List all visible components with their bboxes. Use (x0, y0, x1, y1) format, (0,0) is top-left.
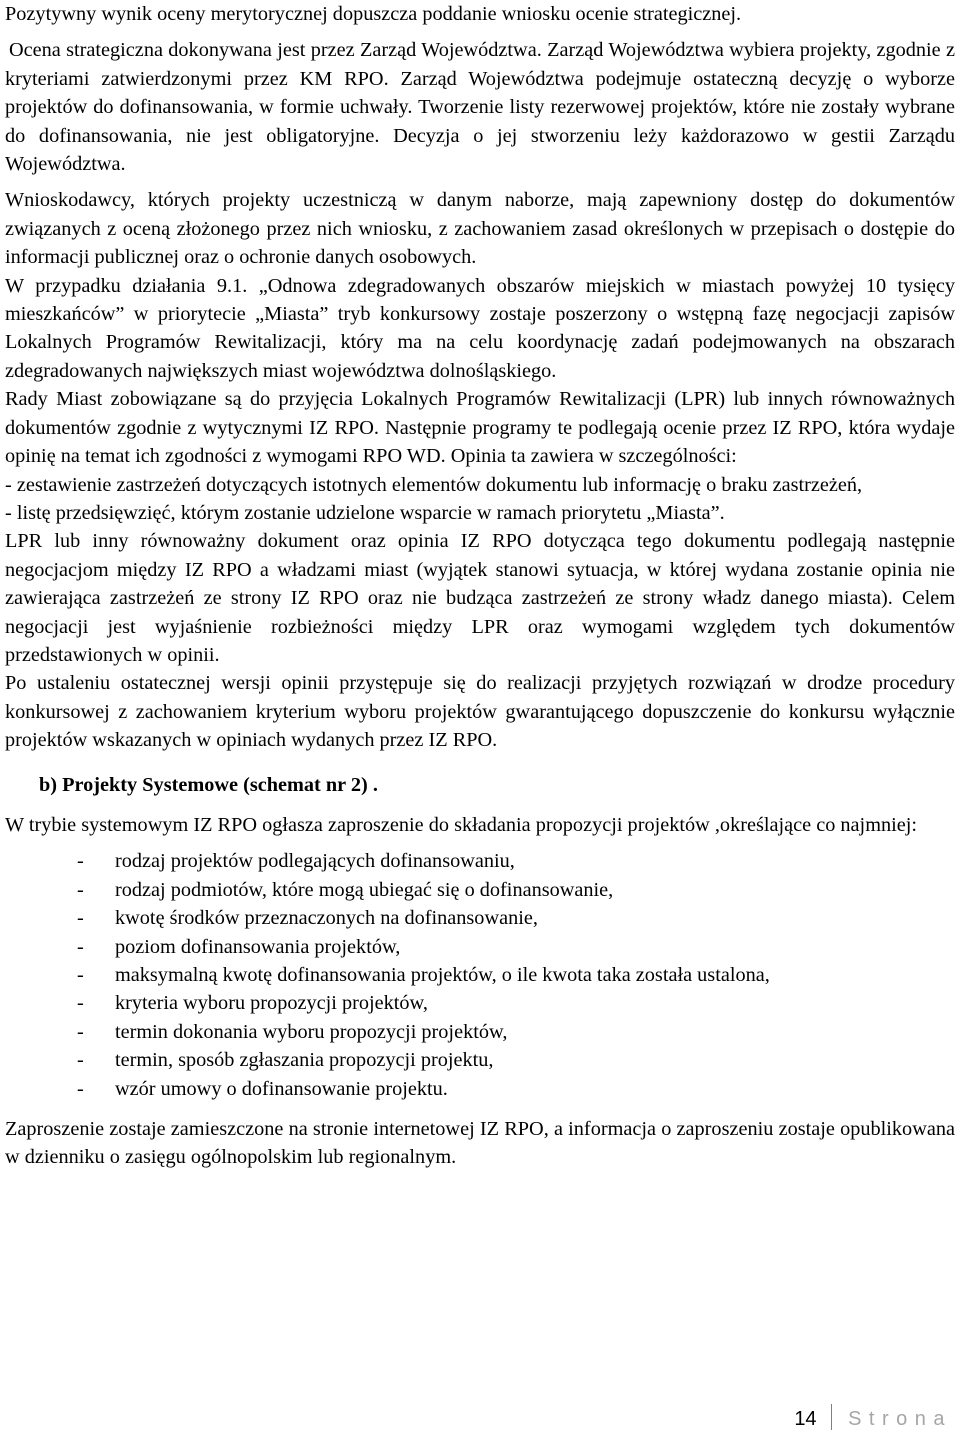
paragraph-applicant-access: Wnioskodawcy, których projekty uczestniczą w danym naborze, mają zapewniony dostęp do dokumentów związanych z oceną złożonego przez nich wniosku, z zachowaniem zasad określonych w przepisach o dostępie do informacji publicznej oraz o ochronie danych osobowych. (5, 189, 955, 269)
paragraph-strategic-assessment: Ocena strategiczna dokonywana jest przez Zarząd Województwa. Zarząd Województwa wybiera projekty, zgodnie z kryteriami zatwierdzonymi przez KM RPO. Zarząd Województwa podejmuje ostateczną decyzję o wyborze projektów do dofinansowania, w formie uchwały. Tworzenie listy rezerwowej projektów, które nie zostały wybrane do dofinansowania, nie jest obligatoryjne. Decyzja o jej stworzeniu leży każdorazowo w gestii Zarządu Województwa. (5, 39, 955, 176)
section-b-intro: W trybie systemowym IZ RPO ogłasza zaproszenie do składania propozycji projektów ,określające co najmniej: (5, 813, 918, 836)
section-b-list (77, 847, 955, 1103)
section-b-closing: Zaproszenie zostaje zamieszczone na stronie internetowej IZ RPO, a informacja o zaproszeniu zostaje opublikowana w dzienniku o zasięgu ogólnopolskim lub regionalnym. (5, 1118, 955, 1169)
page-footer (794, 1404, 952, 1433)
paragraph-city-councils: Rady Miast zobowiązane są do przyjęcia Lokalnych Programów Rewitalizacji (LPR) lub innych równoważnych dokumentów zgodnie z wytycznymi IZ RPO. Następnie programy te podlegają ocenie przez IZ RPO, która wydaje opinię na temat ich zgodności z wymogami RPO WD. Opinia ta zawiera w szczególności: (5, 388, 955, 468)
paragraph-merit-result: Pozytywny wynik oceny merytorycznej dopuszcza poddanie wniosku ocenie strategicznej. (5, 3, 742, 25)
list-dash: - (77, 1020, 84, 1043)
list-item: - kwotę środków przeznaczonych na dofinansowanie, (77, 904, 955, 932)
page-label: Strona (848, 1408, 952, 1430)
list-dash: - (77, 935, 84, 958)
page-number: 14 (794, 1408, 817, 1430)
paragraph-undertakings-list: - listę przedsięwzięć, którym zostanie udzielone wsparcie w ramach priorytetu „Miasta”. (5, 501, 725, 524)
document-page (5, 0, 955, 1172)
paragraph-action-9-1: W przypadku działania 9.1. „Odnowa zdegradowanych obszarów miejskich w miastach powyżej 10 tysięcy mieszkańców” w priorytecie „Miasta” tryb konkursowy zostaje poszerzony o wstępną fazę negocjacji zapisów Lokalnych Programów Rewitalizacji, który ma na celu koordynację zadań podejmowanych na obszarach zdegradowanych największych miast województwa dolnośląskiego. (5, 274, 955, 382)
list-dash: - (77, 992, 84, 1015)
list-dash: - (77, 878, 84, 901)
list-item: - termin dokonania wyboru propozycji projektów, (77, 1018, 955, 1046)
list-dash: - (77, 850, 84, 873)
list-dash: - (77, 1049, 84, 1072)
list-item: - wzór umowy o dofinansowanie projektu. (77, 1075, 955, 1103)
list-dash: - (77, 964, 84, 986)
list-item: - rodzaj projektów podlegających dofinansowaniu, (77, 847, 955, 875)
footer-divider (831, 1404, 833, 1430)
paragraph-negotiations: LPR lub inny równoważny dokument oraz opinia IZ RPO dotycząca tego dokumentu podlegają następnie negocjacjom między IZ RPO a władzami miast (wyjątek stanowi sytuacja, w której wydana zostanie opinia nie zawierająca zastrzeżeń ze strony IZ RPO oraz nie budząca zastrzeżeń ze strony władz danego miasta). Celem negocjacji jest wyjaśnienie rozbieżności między LPR oraz wymogami względem tych dokumentów przedstawionych w opinii. (5, 530, 955, 666)
list-item: - maksymalną kwotę dofinansowania projektów, o ile kwota taka została ustalona, (77, 961, 955, 989)
list-dash: - (77, 1077, 84, 1100)
paragraph-final-opinion: Po ustaleniu ostatecznej wersji opinii przystępuje się do realizacji przyjętych rozwiązań w drodze procedury konkursowej z zachowaniem kryterium wyboru projektów gwarantującego dopuszczenie do konkursu wyłącznie projektów wskazanych w opiniach wydanych przez IZ RPO. (5, 672, 955, 752)
section-b-heading: b) Projekty Systemowe (schemat nr 2) . (39, 773, 378, 796)
list-dash: - (77, 907, 84, 930)
paragraph-reservations-list: - zestawienie zastrzeżeń dotyczących istotnych elementów dokumentu lub informację o braku zastrzeżeń, (5, 473, 863, 496)
list-item: - rodzaj podmiotów, które mogą ubiegać się o dofinansowanie, (77, 876, 955, 904)
list-item: - kryteria wyboru propozycji projektów, (77, 989, 955, 1017)
list-item: - poziom dofinansowania projektów, (77, 933, 955, 961)
list-item: - termin, sposób zgłaszania propozycji projektu, (77, 1046, 955, 1074)
